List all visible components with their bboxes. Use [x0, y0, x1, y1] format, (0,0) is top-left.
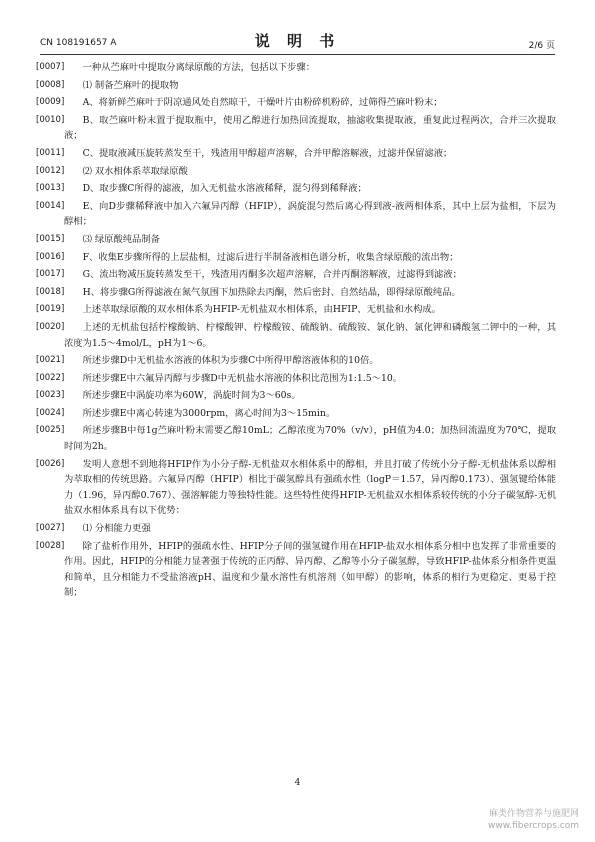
paragraph-text: C、提取液减压旋转蒸发至干，残渣用甲醇超声溶解，合并甲醇溶解液，过滤并保留滤液；: [82, 147, 453, 159]
paragraph-text: G、流出物减压旋转蒸发至干，残渣用丙酮多次超声溶解，合并丙酮溶解液，过滤得到滤液；: [82, 269, 462, 281]
paragraph: [36, 113, 556, 144]
paragraph: [36, 406, 556, 422]
paragraph: [36, 232, 556, 248]
paragraph: [36, 539, 556, 601]
paragraph-number: [0022]: [36, 372, 65, 383]
paragraph: [36, 95, 556, 111]
paragraph-number: [0017]: [36, 269, 65, 280]
paragraph: [36, 78, 556, 94]
paragraph: [36, 181, 556, 197]
paragraph-text: ⑵ 双水相体系萃取绿原酸: [82, 165, 188, 177]
header-divider: [40, 54, 555, 55]
paragraph: [36, 250, 556, 266]
paragraph-text: 所述步骤E中涡旋功率为60W，涡旋时间为3～60s。: [82, 390, 301, 402]
paragraph-text: 所述步骤D中无机盐水溶液的体积为步骤C中所得甲醇溶液体积的10倍。: [82, 355, 379, 367]
paragraph-text: E、向D步骤稀释液中加入六氟异丙醇（HFIP），涡旋混匀然后离心得到液-液两相体系，其中上层为盐相，下层为醇相；: [64, 200, 556, 228]
paragraph-text: H、将步骤G所得滤液在氮气氛围下加热除去丙酮，然后密封、自然结晶，即得绿原酸纯品。: [82, 286, 461, 298]
paragraph-number: [0016]: [36, 251, 65, 262]
paragraph-number: [0018]: [36, 286, 65, 297]
paragraph-number: [0007]: [36, 62, 65, 72]
paragraph: [36, 371, 556, 387]
watermark-url: www.fibercrops.com: [488, 821, 579, 831]
paragraph-text: 所述步骤B中每1g苎麻叶粉末需要乙醇10mL；乙醇浓度为70%（v/v），pH值为4.0；加热回流温度为70℃，提取时间为2h。: [64, 425, 556, 453]
paragraph-text: ⑴ 制备苎麻叶的提取物: [82, 79, 179, 91]
paragraph-text: A、将新鲜苎麻叶于阴凉通风处自然晾干，干燥叶片由粉碎机粉碎，过筛得苎麻叶粉末；: [82, 97, 443, 109]
paragraph: [36, 146, 556, 162]
paragraph: [36, 164, 556, 180]
paragraph-text: ⑶ 绿原酸纯品制备: [82, 233, 160, 245]
paragraph-text: ⑴ 分相能力更强: [82, 523, 151, 535]
paragraph: [36, 457, 556, 519]
paragraph-text: 所述步骤E中离心转速为3000rpm，离心时间为3～15min。: [82, 407, 336, 419]
page-number: 4: [294, 778, 301, 788]
paragraph-number: [0028]: [36, 540, 65, 551]
paragraph-number: [0012]: [36, 165, 65, 176]
paragraph-text: 发明人意想不到地将HFIP作为小分子醇-无机盐双水相体系中的醇相，并且打破了传统小分子醇-无机盐体系以醇相为萃取相的传统思路。六氟异丙醇（HFIP）相比于碳氢醇具有强疏水性（logP＝1.57，异丙醇0.173）、强氢键给体能力（1.96，异丙醇0.767）、强溶解能力等独特性能。这些特性使得HFIP-无机盐双水相体系较传统的小分子碳氢醇-无机盐双水相体系具有以下优势：: [64, 458, 556, 517]
paragraph-text: 所述步骤E中六氟异丙醇与步骤D中无机盐水溶液的体积比范围为1:1.5～10。: [82, 372, 403, 384]
paragraph-number: [0010]: [36, 114, 65, 125]
paragraph-number: [0008]: [36, 79, 65, 90]
paragraph-number: [0025]: [36, 425, 65, 436]
description-body: [36, 60, 556, 603]
paragraph-number: [0027]: [36, 523, 65, 534]
paragraph-text: 上述萃取绿原酸的双水相体系为HFIP-无机盐双水相体系，由HFIP、无机盐和水构成。: [82, 304, 441, 316]
paragraph: [36, 521, 556, 537]
paragraph-text: B、取苎麻叶粉末置于提取瓶中，使用乙醇进行加热回流提取，抽滤收集提取液，重复此过程两次，合并三次提取液；: [64, 114, 556, 142]
watermark: [488, 808, 579, 832]
paragraph-text: 上述的无机盐包括柠檬酸钠、柠檬酸钾、柠檬酸铵、硫酸钠、硫酸铵、氯化钠、氯化钾和磷酸氢二钾中的一种，其浓度为1.5～4mol/L，pH为1～6。: [64, 321, 556, 349]
paragraph-text: F、收集E步骤所得的上层盐相，过滤后进行半制备液相色谱分析，收集含绿原酸的流出物；: [82, 251, 459, 263]
paragraph: [36, 320, 556, 351]
paragraph-number: [0013]: [36, 183, 65, 194]
page-indicator: 2/6 页: [528, 41, 555, 51]
paragraph: [36, 199, 556, 230]
paragraph-text: 除了盐析作用外，HFIP的强疏水性、HFIP分子间的强氢键作用在HFIP-盐双水相体系分相中也发挥了非常重要的作用。因此，HFIP的分相能力显著强于传统的正丙醇、异丙醇、乙醇等小分子碳氢醇，导致HFIP-盐体系分相条件更温和简单，且分相能力不受盐溶液pH、温度和少量水溶性有机溶剂（如甲醇）的影响，体系的相行为更稳定、更易于控制；: [64, 540, 556, 599]
paragraph-number: [0009]: [36, 97, 65, 108]
paragraph-number: [0015]: [36, 233, 65, 244]
paragraph: [36, 285, 556, 301]
document-title: 说 明 书: [254, 32, 341, 50]
paragraph-number: [0019]: [36, 304, 65, 315]
paragraph-number: [0023]: [36, 390, 65, 401]
paragraph: [36, 423, 556, 454]
paragraph: [36, 353, 556, 369]
paragraph-number: [0026]: [36, 458, 65, 469]
paragraph: [36, 388, 556, 404]
paragraph: [36, 267, 556, 283]
paragraph-number: [0021]: [36, 355, 65, 366]
patent-number: CN 108191657 A: [40, 38, 117, 48]
paragraph-number: [0020]: [36, 321, 65, 332]
watermark-site-name: 麻类作物营养与施肥网: [488, 809, 579, 819]
paragraph-number: [0011]: [36, 147, 65, 158]
paragraph: [36, 302, 556, 318]
paragraph-text: D、取步骤C所得的滤液，加入无机盐水溶液稀释，混匀得到稀释液；: [82, 183, 367, 195]
page-header: [40, 30, 555, 52]
paragraph-number: [0014]: [36, 200, 65, 211]
paragraph-number: [0024]: [36, 407, 65, 418]
paragraph-text: 一种从苎麻叶中提取分离绿原酸的方法，包括以下步骤：: [82, 62, 316, 73]
paragraph: [36, 60, 556, 76]
